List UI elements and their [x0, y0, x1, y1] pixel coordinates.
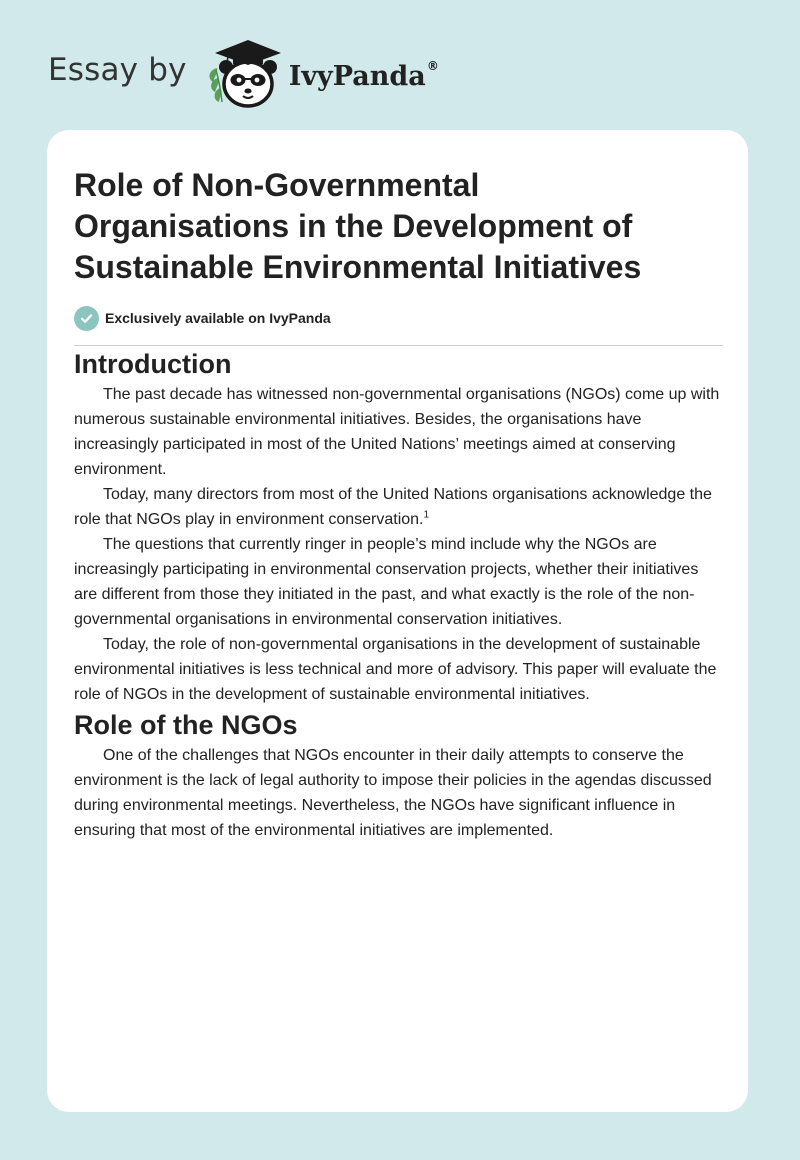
paragraph: The past decade has witnessed non-governmental organisations (NGOs) come up with numerous sustainable environmental initiatives. Besides, the organisations have increasingly participated in most of the United Nations’ meetings aimed at conserving environment. — [74, 386, 720, 478]
article-title: Role of Non-Governmental Organisations in the Development of Sustainable Environmental Initiatives — [74, 167, 642, 285]
paragraph-text: Today, many directors from most of the United Nations organisations acknowledge the role that NGOs play in environment conservation. — [74, 486, 712, 528]
paragraph: Today, the role of non-governmental organisations in the development of sustainable environmental initiatives is less technical and more of advisory. This paper will evaluate the role of NGOs in the development of sustainable environmental initiatives. — [74, 636, 717, 703]
registered-mark: ® — [426, 59, 439, 73]
site-header — [48, 34, 439, 114]
check-icon — [74, 306, 99, 331]
section-heading-role-of-ngos: Role of the NGOs — [74, 710, 298, 740]
article-body — [74, 165, 723, 843]
panda-graduate-icon — [201, 34, 291, 114]
paragraph: The questions that currently ringer in people’s mind include why the NGOs are increasingly participating in environmental conservation projects, whether their initiatives are different from those they initiated in the past, and what exactly is the role of the non-governmental organisations in environmental conservation initiatives. — [74, 536, 699, 628]
ivypanda-logo[interactable] — [201, 34, 291, 114]
footnote-marker[interactable]: 1 — [423, 509, 430, 521]
paragraph — [74, 482, 723, 532]
brand-name[interactable]: IvyPanda — [288, 60, 426, 92]
exclusive-label: Exclusively available on IvyPanda — [105, 310, 331, 326]
essay-by-label: Essay by — [48, 52, 187, 88]
article-card — [47, 130, 748, 1112]
exclusive-badge — [74, 305, 723, 331]
section-heading-introduction: Introduction — [74, 349, 232, 379]
paragraph: One of the challenges that NGOs encounter in their daily attempts to conserve the environment is the lack of legal authority to impose their policies in the agendas discussed during environmental meetings. Nevertheless, the NGOs have significant influence in ensuring that most of the environmental initiatives are implemented. — [74, 747, 712, 839]
